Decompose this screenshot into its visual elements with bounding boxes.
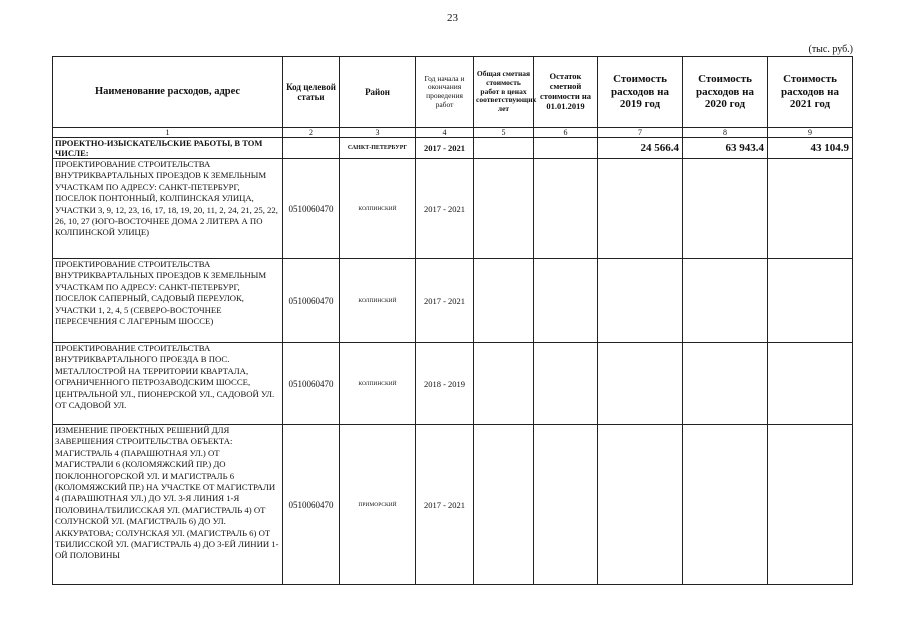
total-remainder [534, 138, 598, 159]
row-district: КОЛПИНСКИЙ [340, 259, 416, 343]
column-number: 3 [340, 128, 416, 138]
total-estimate [474, 138, 534, 159]
column-number: 4 [416, 128, 474, 138]
column-number: 1 [53, 128, 283, 138]
row-district: ПРИМОРСКИЙ [340, 425, 416, 585]
unit-label: (тыс. руб.) [808, 44, 853, 55]
total-name: ПРОЕКТНО-ИЗЫСКАТЕЛЬСКИЕ РАБОТЫ, В ТОМ ЧИСЛЕ: [53, 138, 283, 159]
row-estimate [474, 425, 534, 585]
table-row [53, 159, 853, 259]
row-code: 0510060470 [283, 259, 340, 343]
row-district: КОЛПИНСКИЙ [340, 159, 416, 259]
row-estimate [474, 343, 534, 425]
row-years: 2017 - 2021 [416, 425, 474, 585]
page-number: 23 [447, 12, 458, 24]
header-code: Код целевой статьи [283, 57, 340, 128]
column-number: 5 [474, 128, 534, 138]
table-row [53, 343, 853, 425]
row-remainder [534, 425, 598, 585]
header-cost-2019: Стоимость расходов на 2019 год [598, 57, 683, 128]
column-number: 6 [534, 128, 598, 138]
column-number-row [53, 128, 853, 138]
column-number: 7 [598, 128, 683, 138]
total-cost-2019: 24 566.4 [598, 138, 683, 159]
row-name: ПРОЕКТИРОВАНИЕ СТРОИТЕЛЬСТВА ВНУТРИКВАРТАЛЬНЫХ ПРОЕЗДОВ К ЗЕМЕЛЬНЫМ УЧАСТКАМ ПО АДРЕСУ: САНКТ-ПЕТЕРБУРГ, ПОСЕЛОК САПЕРНЫЙ, САДОВЫЙ ПЕРЕУЛОК, УЧАСТКИ 1, 2, 4, 5 (СЕВЕРО-ВОСТОЧНЕЕ ПЕРЕСЕЧЕНИЯ С ЛАГЕРНЫМ ШОССЕ) [53, 259, 283, 343]
row-code: 0510060470 [283, 159, 340, 259]
total-district: САНКТ-ПЕТЕРБУРГ [340, 138, 416, 159]
header-name: Наименование расходов, адрес [53, 57, 283, 128]
row-cost-2021 [768, 343, 853, 425]
row-estimate [474, 259, 534, 343]
row-name: ИЗМЕНЕНИЕ ПРОЕКТНЫХ РЕШЕНИЙ ДЛЯ ЗАВЕРШЕНИЯ СТРОИТЕЛЬСТВА ОБЪЕКТА: МАГИСТРАЛЬ 4 (ПАРАШЮТНАЯ УЛ.) ОТ МАГИСТРАЛИ 6 (КОЛОМЯЖСКИЙ ПР.) ДО ПОКЛОННОГОРСКОЙ УЛ. И МАГИСТРАЛЬ 6 (КОЛОМЯЖСКИЙ ПР.) НА УЧАСТКЕ ОТ МАГИСТРАЛИ 4 (ПАРАШЮТНАЯ УЛ.) ДО УЛ. 3-Я ЛИНИЯ 1-Я ПОЛОВИНА/ТБИЛИССКАЯ УЛ. (МАГИСТРАЛЬ 4) ОТ СОЛУНСКОЙ УЛ. (МАГИСТРАЛЬ 6) ДО УЛ. АККУРАТОВА; СОЛУНСКАЯ УЛ. (МАГИСТРАЛЬ 6) ОТ ТБИЛИССКОЙ УЛ. (МАГИСТРАЛЬ 4) ДО 3-ЕЙ ЛИНИИ 1-ОЙ ПОЛОВИНЫ [53, 425, 283, 585]
total-cost-2021: 43 104.9 [768, 138, 853, 159]
row-cost-2019 [598, 159, 683, 259]
row-cost-2020 [683, 159, 768, 259]
row-cost-2020 [683, 343, 768, 425]
header-years: Год начала и окончания проведения работ [416, 57, 474, 128]
row-estimate [474, 159, 534, 259]
header-district: Район [340, 57, 416, 128]
header-row [53, 57, 853, 128]
row-years: 2017 - 2021 [416, 159, 474, 259]
row-cost-2019 [598, 259, 683, 343]
row-cost-2021 [768, 425, 853, 585]
row-years: 2018 - 2019 [416, 343, 474, 425]
total-row [53, 138, 853, 159]
row-cost-2021 [768, 259, 853, 343]
table-row [53, 259, 853, 343]
header-estimate: Общая сметная стоимость работ в ценах соответствующих лет [474, 57, 534, 128]
row-cost-2021 [768, 159, 853, 259]
budget-table [52, 56, 853, 585]
row-remainder [534, 343, 598, 425]
column-number: 8 [683, 128, 768, 138]
total-code [283, 138, 340, 159]
row-cost-2020 [683, 425, 768, 585]
row-years: 2017 - 2021 [416, 259, 474, 343]
header-cost-2020: Стоимость расходов на 2020 год [683, 57, 768, 128]
row-district: КОЛПИНСКИЙ [340, 343, 416, 425]
row-code: 0510060470 [283, 425, 340, 585]
row-code: 0510060470 [283, 343, 340, 425]
row-cost-2020 [683, 259, 768, 343]
column-number: 2 [283, 128, 340, 138]
column-number: 9 [768, 128, 853, 138]
row-name: ПРОЕКТИРОВАНИЕ СТРОИТЕЛЬСТВА ВНУТРИКВАРТАЛЬНОГО ПРОЕЗДА В ПОС. МЕТАЛЛОСТРОЙ НА ТЕРРИТОРИИ КВАРТАЛА, ОГРАНИЧЕННОГО ПЕТРОЗАВОДСКИМ ШОССЕ, ЦЕНТРАЛЬНОЙ УЛ., ПИОНЕРСКОЙ УЛ., САДОВОЙ УЛ. ОТ САДОВОЙ УЛ. [53, 343, 283, 425]
header-remainder: Остаток сметной стоимости на 01.01.2019 [534, 57, 598, 128]
total-years: 2017 - 2021 [416, 138, 474, 159]
total-cost-2020: 63 943.4 [683, 138, 768, 159]
row-remainder [534, 259, 598, 343]
row-name: ПРОЕКТИРОВАНИЕ СТРОИТЕЛЬСТВА ВНУТРИКВАРТАЛЬНЫХ ПРОЕЗДОВ К ЗЕМЕЛЬНЫМ УЧАСТКАМ ПО АДРЕСУ: САНКТ-ПЕТЕРБУРГ, ПОСЕЛОК ПОНТОННЫЙ, КОЛПИНСКАЯ УЛИЦА, УЧАСТКИ 3, 9, 12, 23, 16, 17, 18, 19, 20, 11, 2, 24, 21, 25, 22, 26, 10, 27 (ЮГО-ВОСТОЧНЕЕ ДОМА 2 ЛИТЕРА А ПО КОЛПИНСКОЙ УЛИЦЕ) [53, 159, 283, 259]
row-remainder [534, 159, 598, 259]
header-cost-2021: Стоимость расходов на 2021 год [768, 57, 853, 128]
row-cost-2019 [598, 343, 683, 425]
table-row [53, 425, 853, 585]
row-cost-2019 [598, 425, 683, 585]
